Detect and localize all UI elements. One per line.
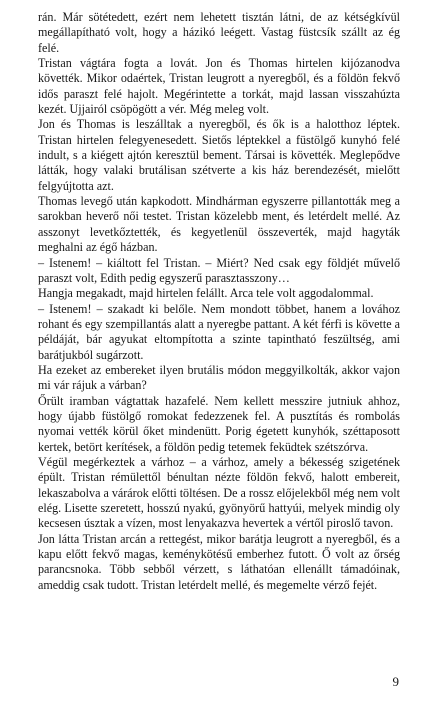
paragraph-1: rán. Már sötétedett, ezért nem lehetett tisztán látni, de az kétségkívül megállapítható volt, hogy a házikó leégett. Vastag füstcsík szállt az ég felé. xyxy=(38,10,400,55)
paragraph-5: – Istenem! – kiáltott fel Tristan. – Miért? Ned csak egy földjét művelő paraszt volt, Edith pedig egyszerű parasztasszony… xyxy=(38,255,400,285)
paragraph-2: Tristan vágtára fogta a lovát. Jon és Thomas hirtelen kijózanodva követték. Mikor odaértek, Tristan leugrott a nyeregből, és a földön fekvő idős paraszt felé hajolt. Megérintette a torkát, majd lassan visszahúzta kezét. Ujjairól csöpögött a vér. Még meleg volt. xyxy=(38,56,400,117)
paragraph-8: Ha ezeket az embereket ilyen brutális módon meggyilkolták, akkor vajon mi vár rájuk a várban? xyxy=(38,362,400,393)
paragraph-9: Őrült iramban vágtattak hazafelé. Nem kellett messzire jutniuk ahhoz, hogy újabb füstölgő romokat fedezzenek fel. A pusztítás és rombolás nyomai vették körül őket mindenütt. Porig égetett kunyhók, széttaposott kertek, betört kerítések, a földön pedig tetemek feküdtek szétszórva. xyxy=(38,393,400,454)
paragraph-11: Jon látta Tristan arcán a rettegést, mikor barátja leugrott a nyeregből, és a kapu előtt fekvő magas, keménykötésű emberhez futott. Ő volt az őrség parancsnoka. Több sebből vérzett, s láthatóan ellenállt támadóinak, ameddig csak tudott. Tristan letérdelt mellé, és megemelte vérző fejét. xyxy=(38,531,400,592)
paragraph-4: Thomas levegő után kapkodott. Mindhárman egyszerre pillantották meg a sarokban heverő női testet. Tristan közelebb ment, és letérdelt mellé. Az asszonyt levetkőztették, és kegyetlenül összeverték, majd hagyták meghalni az égő házban. xyxy=(38,194,400,255)
page-number: 9 xyxy=(392,674,399,689)
paragraph-6: Hangja megakadt, majd hirtelen felállt. Arca tele volt aggodalommal. xyxy=(38,286,374,301)
paragraph-3: Jon és Thomas is leszálltak a nyeregből, és ők is a halotthoz léptek. Tristan hirtelen felegyenesedett. Sietős léptekkel a füstölgő kunyhó felé indult, s a kiégett ajtón keresztül bement. Társai is követték. Meglepődve látták, hogy valaki brutálisan szétverte a kis ház berendezését, mielőtt felgyújtotta azt. xyxy=(38,117,400,193)
paragraph-7: – Istenem! – szakadt ki belőle. Nem mondott többet, hanem a lovához rohant és egy szempillantás alatt a nyeregbe pattant. A két férfi is követte a példáját, bár agyukat eltompította a szinte tapintható feszültség, ami barátjukból sugárzott. xyxy=(38,301,401,362)
paragraph-10: Végül megérkeztek a várhoz – a várhoz, amely a békesség szigetének épült. Tristan rémülettől bénultan nézte földön fekvő, halott embereit, lekaszabolva a várárok előtti töltésen. De a rossz előjelekből még nem volt elég. Lisette szeretett, hosszú nyakú, gyönyörű hattyúi, melyek mindig oly kecsesen úsztak a vízen, most lenyakazva hevertek a vértől piroslő tavon. xyxy=(38,454,401,531)
book-page-text xyxy=(38,10,400,593)
